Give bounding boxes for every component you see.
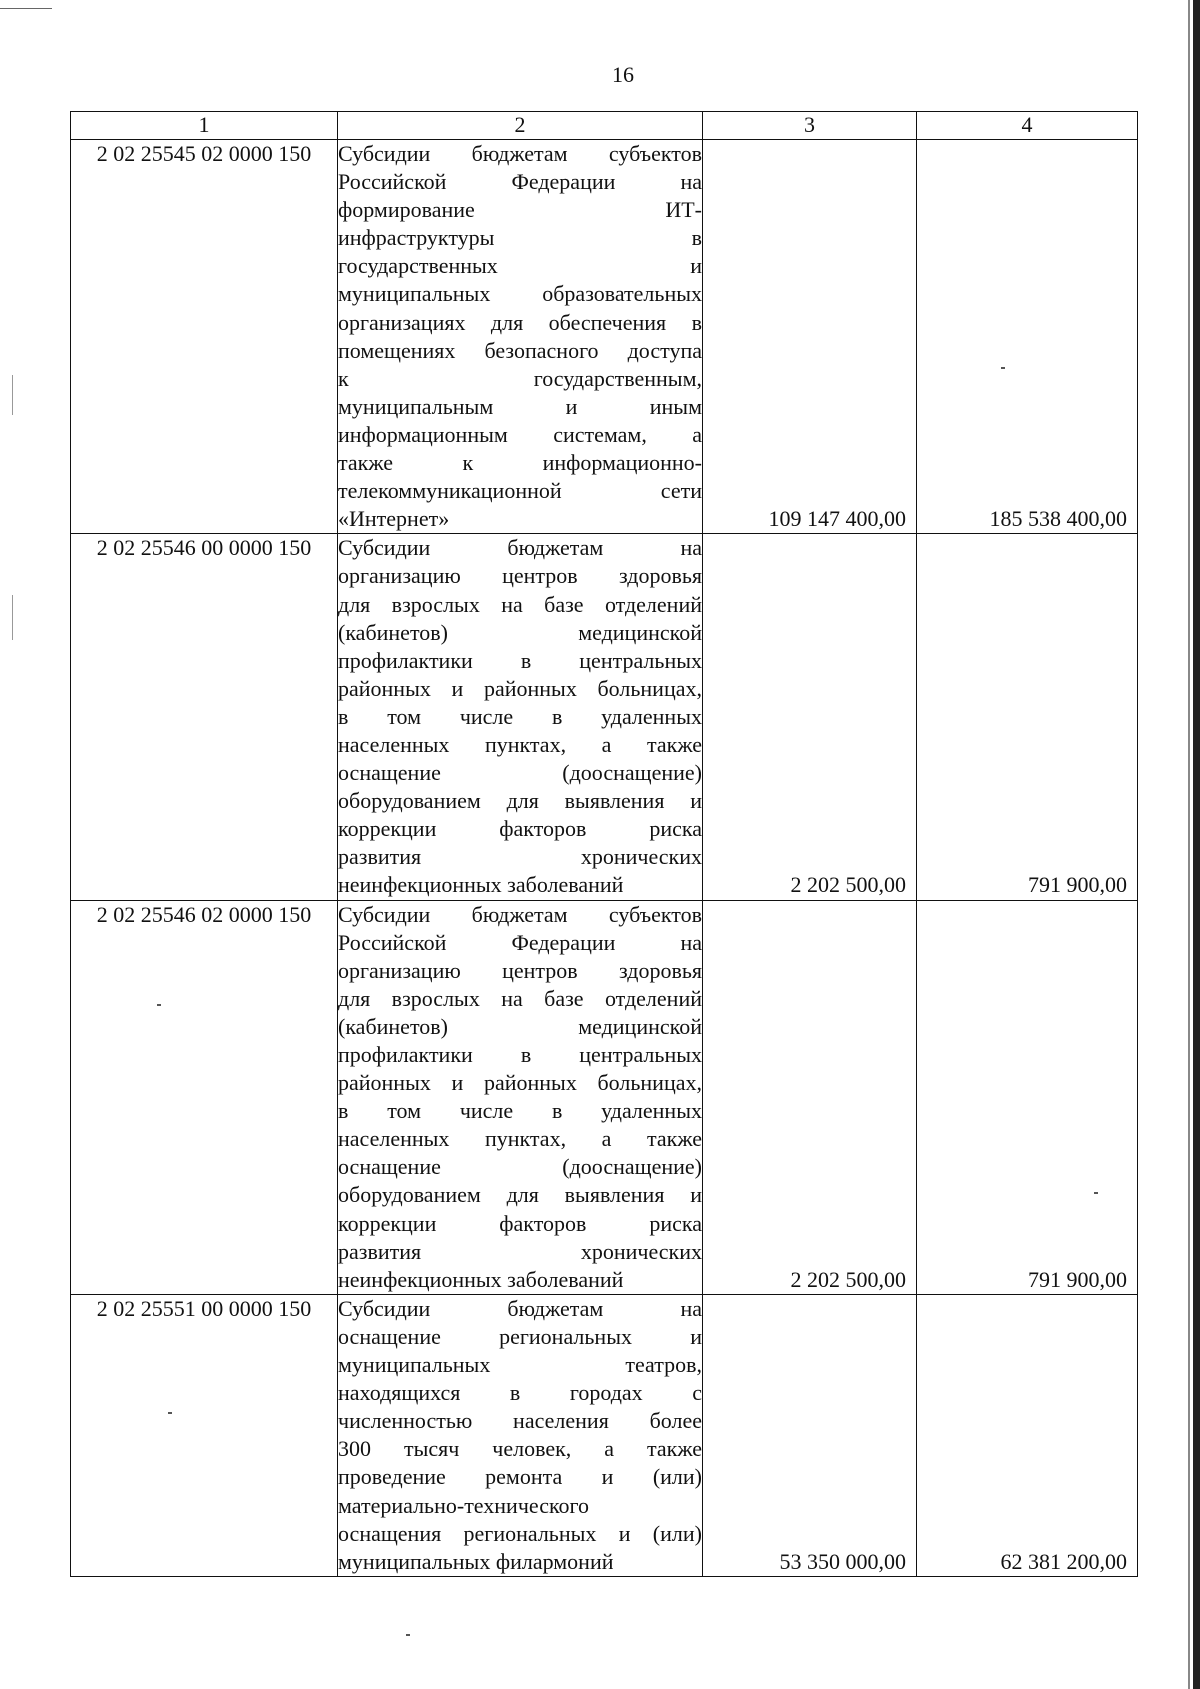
description-line: материально-технического	[338, 1492, 590, 1518]
description-line: «Интернет»	[338, 506, 450, 532]
scan-artifact	[12, 375, 13, 415]
column-header: 3	[703, 112, 917, 140]
description-line: организацию центров здоровья	[338, 957, 702, 983]
description-line: проведение ремонта и (или)	[338, 1464, 702, 1490]
budget-code-cell: 2 02 25546 02 0000 150	[71, 900, 338, 1294]
description-line: находящихся в городах с	[338, 1380, 702, 1406]
description-line: организацию центров здоровья	[338, 563, 702, 589]
description-line: населенных пунктах, а также	[338, 1126, 702, 1152]
description-line: Субсидии бюджетам на	[338, 535, 702, 561]
description-line: помещениях безопасного доступа	[338, 337, 702, 363]
description-line: 300 тысяч человек, а также	[338, 1436, 702, 1462]
description-line: оснащение региональных и	[338, 1323, 702, 1349]
amount-col4-cell: 185 538 400,00	[917, 140, 1138, 534]
description-line: муниципальных филармоний	[338, 1548, 614, 1574]
description-line: Субсидии бюджетам субъектов	[338, 901, 702, 927]
description-line: формирование ИТ-	[338, 197, 702, 223]
description-line: оборудованием для выявления и	[338, 1182, 702, 1208]
scan-artifact	[157, 1004, 161, 1006]
description-line: в том числе в удаленных	[338, 703, 702, 729]
description-line: численностью населения более	[338, 1408, 702, 1434]
description-line: информационным системам, а	[338, 421, 702, 447]
amount-col3-cell: 2 202 500,00	[703, 900, 917, 1294]
description-line: населенных пунктах, а также	[338, 731, 702, 757]
description-line: неинфекционных заболеваний	[338, 1266, 624, 1292]
description-line: неинфекционных заболеваний	[338, 872, 624, 898]
description-line: районных и районных больницах,	[338, 1070, 702, 1096]
description-line: для взрослых на базе отделений	[338, 591, 702, 617]
description-line: оснащение (дооснащение)	[338, 760, 702, 786]
description-line: коррекции факторов риска	[338, 1210, 702, 1236]
description-line: также к информационно-	[338, 450, 702, 476]
scan-edge	[1193, 0, 1200, 1689]
description-line: развития хронических	[338, 1238, 702, 1264]
table-row	[71, 1294, 1138, 1576]
page-number: 16	[612, 62, 634, 87]
description-line: оборудованием для выявления и	[338, 788, 702, 814]
budget-code-cell: 2 02 25545 02 0000 150	[71, 140, 338, 534]
scan-artifact	[0, 8, 52, 9]
description-line: инфраструктуры в	[338, 225, 702, 251]
description-cell	[338, 534, 703, 900]
scan-edge	[1188, 0, 1190, 1689]
description-line: районных и районных больницах,	[338, 675, 702, 701]
description-line: в том числе в удаленных	[338, 1098, 702, 1124]
scan-artifact	[1094, 1192, 1098, 1194]
description-line: муниципальных образовательных	[338, 281, 702, 307]
description-line: оснащения региональных и (или)	[338, 1520, 702, 1546]
description-cell	[338, 1294, 703, 1576]
amount-col4-cell: 791 900,00	[917, 534, 1138, 900]
description-line: Российской Федерации на	[338, 929, 702, 955]
amount-col4-cell: 791 900,00	[917, 900, 1138, 1294]
column-header: 1	[71, 112, 338, 140]
scan-artifact	[12, 595, 13, 640]
amount-col3-cell: 2 202 500,00	[703, 534, 917, 900]
description-line: профилактики в центральных	[338, 647, 702, 673]
table-row	[71, 900, 1138, 1294]
description-line: (кабинетов) медицинской	[338, 1013, 702, 1039]
budget-code-cell: 2 02 25546 00 0000 150	[71, 534, 338, 900]
table-row	[71, 534, 1138, 900]
budget-code-cell: 2 02 25551 00 0000 150	[71, 1294, 338, 1576]
budget-table	[70, 111, 1138, 1577]
table-header-row	[71, 112, 1138, 140]
amount-col3-cell: 109 147 400,00	[703, 140, 917, 534]
amount-col4-cell: 62 381 200,00	[917, 1294, 1138, 1576]
description-line: (кабинетов) медицинской	[338, 619, 702, 645]
description-cell	[338, 900, 703, 1294]
description-line: профилактики в центральных	[338, 1042, 702, 1067]
description-line: Субсидии бюджетам на	[338, 1295, 702, 1321]
description-line: государственных и	[338, 253, 702, 279]
column-header: 4	[917, 112, 1138, 140]
description-line: муниципальных театров,	[338, 1352, 702, 1378]
scan-artifact	[168, 1412, 172, 1414]
column-header: 2	[338, 112, 703, 140]
description-line: Российской Федерации на	[338, 169, 702, 195]
description-line: развития хронических	[338, 844, 702, 870]
description-line: оснащение (дооснащение)	[338, 1154, 702, 1180]
scan-artifact	[1001, 367, 1005, 369]
scan-artifact	[406, 1634, 410, 1636]
description-line: для взрослых на базе отделений	[338, 985, 702, 1011]
description-line: муниципальным и иным	[338, 393, 702, 419]
table-row	[71, 140, 1138, 534]
description-line: телекоммуникационной сети	[338, 478, 702, 504]
description-line: Субсидии бюджетам субъектов	[338, 141, 702, 166]
description-line: организациях для обеспечения в	[338, 309, 702, 335]
amount-col3-cell: 53 350 000,00	[703, 1294, 917, 1576]
description-line: коррекции факторов риска	[338, 816, 702, 842]
description-line: к государственным,	[338, 365, 702, 391]
description-cell	[338, 140, 703, 534]
